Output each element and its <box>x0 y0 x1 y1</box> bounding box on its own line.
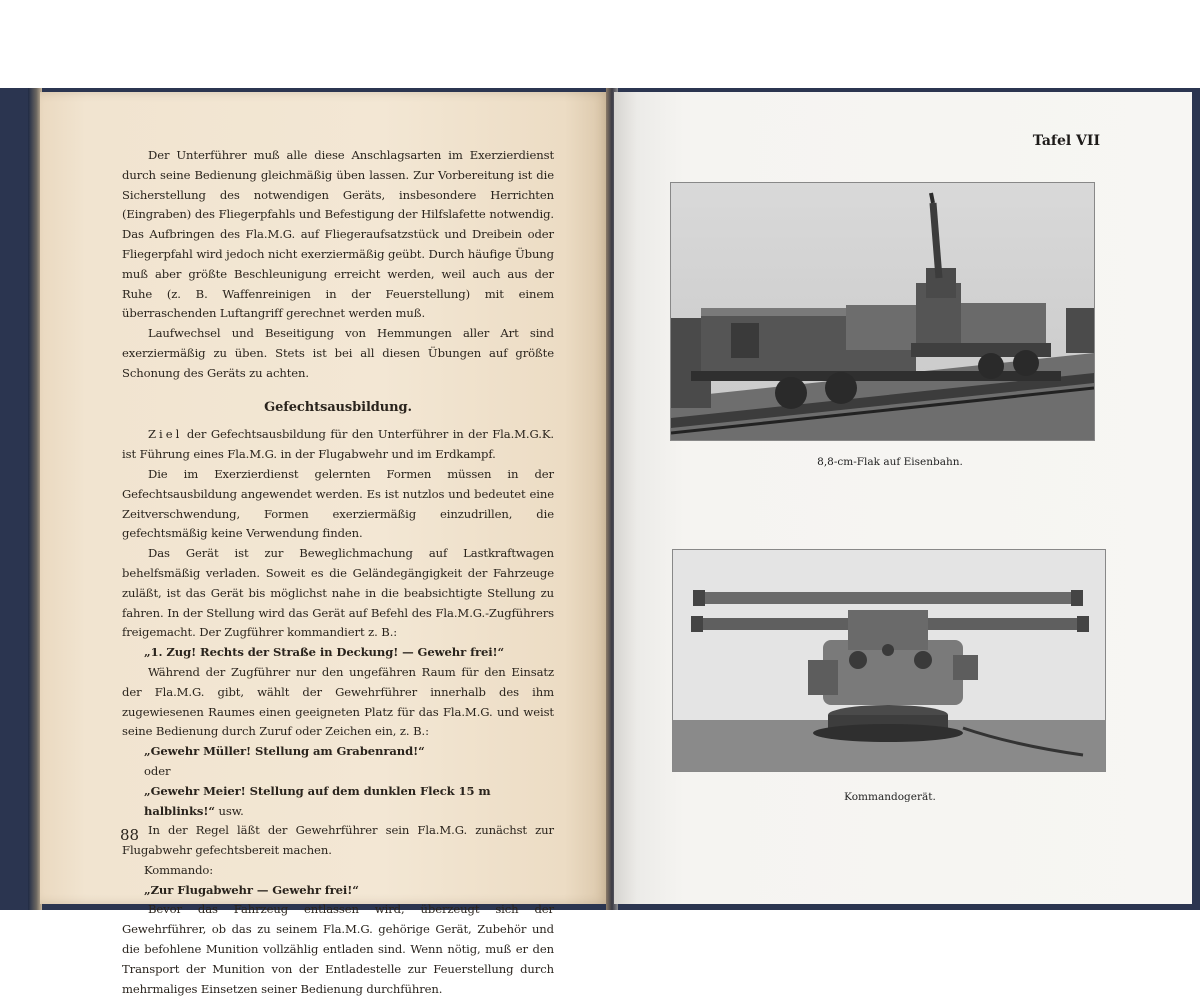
kommando-label: Kommando: <box>144 862 214 877</box>
or-line: oder <box>144 763 171 778</box>
paragraph: Der Unterführer muß alle diese Anschlagsarten im Exerzierdienst durch seine Bedienung gleichmäßig üben lassen. Zur Vorbereitung ist die Sicherstellung des notwendigen Geräts, insbesondere Herrichten (Eingraben) des Fliegerpfahls und Befestigung der Hilfslafette notwendig. Das Aufbringen des Fla.M.G. auf Fliegeraufsatzstück und Dreibein oder Fliegerpfahl wird jedoch nicht exerziermäßig geübt. Durch häufige Übung muß aber größte Beschleunigung erreicht werden, weil auch aus der Ruhe (z. B. Waffenreinigen in der Feuerstellung) mit einem überraschenden Luftangriff gerechnet werden muß. <box>122 148 554 321</box>
page-number: 88 <box>120 826 140 844</box>
paragraph: Laufwechsel und Beseitigung von Hemmungen aller Art sind exerziermäßig zu üben. Stets ist bei all diesen Übungen auf größte Schonung des Geräts zu achten. <box>122 326 554 380</box>
command-suffix: usw. <box>214 803 244 818</box>
command-line <box>122 782 554 822</box>
paragraph <box>122 425 554 465</box>
paragraph: Bevor das Fahrzeug entlassen wird, überzeugt sich der Gewehrführer, ob das zu seinem Fla.M.G. gehörige Gerät, Zubehör und die befohlene Munition vollzählig entladen sind. Wenn nötig, muß er den Transport der Munition von der Entladestelle zur Feuerstellung durch mehrmaliges Einsetzen seiner Bedienung durchführen. <box>122 902 554 996</box>
paragraph: Während der Zugführer nur den ungefähren Raum für den Einsatz der Fla.M.G. gibt, wählt der Gewehrführer innerhalb des ihm zugewiesenen Raumes einen geeigneten Platz für das Fla.M.G. und weist seine Bedienung durch Zuruf oder Zeichen ein, z. B.: <box>122 664 554 739</box>
paragraph: Das Gerät ist zur Beweglichmachung auf Lastkraftwagen behelfsmäßig verladen. Soweit es die Geländegängigkeit der Fahrzeuge zuläßt, ist das Gerät bis möglichst nahe in die beabsichtigte Stellung zu fahren. In der Stellung wird das Gerät auf Befehl des Fla.M.G.-Zugführers freigemacht. Der Zugführer kommandiert z. B.: <box>122 546 554 640</box>
photo-caption: 8,8-cm-Flak auf Eisenbahn. <box>817 456 963 468</box>
command-line: „Gewehr Müller! Stellung am Grabenrand!“ <box>144 744 425 759</box>
photo-caption: Kommandogerät. <box>844 791 936 803</box>
left-page-text <box>122 146 554 999</box>
command-text: „Gewehr Meier! Stellung auf dem dunklen Fleck 15 m halblinks!“ <box>144 783 491 818</box>
command-line: „Zur Flugabwehr — Gewehr frei!“ <box>144 882 359 897</box>
section-heading: Gefechtsausbildung. <box>264 399 412 415</box>
photo-command-device <box>672 549 1106 772</box>
paragraph: In der Regel läßt der Gewehrführer sein Fla.M.G. zunächst zur Flugabwehr gefechtsbereit machen. <box>122 823 554 858</box>
photo-railway-flak <box>670 182 1095 441</box>
plate-label: Tafel VII <box>1032 133 1100 149</box>
emphasis-word: Ziel <box>148 427 183 442</box>
paragraph: Die im Exerzierdienst gelernten Formen müssen in der Gefechtsausbildung angewendet werden. Es ist nutzlos und bedeutet eine Zeitverschwendung, Formen exerziermäßig einzudrillen, die gefechtsmäßig keine Verwendung finden. <box>122 466 554 541</box>
paragraph-rest: der Gefechtsausbildung für den Unterführer in der Fla.M.G.K. ist Führung eines Fla.M.G. in der Flugabwehr und im Erdkampf. <box>122 427 554 462</box>
command-line: „1. Zug! Rechts der Straße in Deckung! — Gewehr frei!“ <box>144 645 505 660</box>
